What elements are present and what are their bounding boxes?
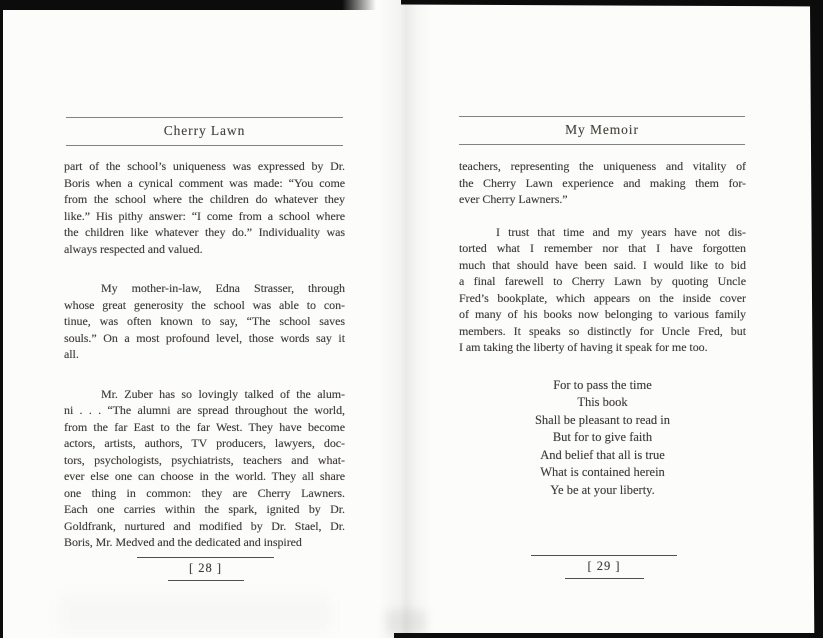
text-line: one thing in common: they are Cherry Lawners. [64,485,345,500]
text-line: ever Cherry Lawners.” [459,192,568,206]
text-line: whose great generosity the school was able to con- [64,297,345,312]
gutter-shadow [378,0,432,638]
scanner-background-bottom [394,633,823,638]
text-line: For to pass the time [553,377,652,392]
text-line: tors, psychologists, psychiatrists, teachers and what- [64,452,345,467]
running-head: My Memoir [565,122,639,137]
text-line: the Cherry Lawn experience and making them for- [459,175,746,190]
text-line: I am taking the liberty of having it speak for me too. [459,340,708,354]
text-line: This book [577,395,628,409]
text-line: But for to give faith [552,430,653,444]
text-line: Mr. Zuber has so lovingly talked of the alum- [101,386,345,401]
text-line: members. It speaks so distinctly for Uncle Fred, but [459,323,746,338]
scanner-background-top-right [401,0,823,7]
text-line: Goldfrank, nurtured and modified by Dr. Stael, Dr. [64,518,345,533]
text-line: torted what I remember nor that I have forgotten [459,241,746,255]
text-line: Ye be at your liberty. [550,482,655,497]
header-rule-bottom [66,145,343,146]
right-page-body [459,158,746,499]
text-line: much that should have been said. I would like to bid [459,257,746,272]
page-number: [ 28 ] [188,561,223,575]
right-page-header [459,116,745,145]
text-line: all. [64,347,79,361]
scanner-background-left-edge [0,0,3,638]
text-line: part of the school’s uniqueness was expressed by Dr. [64,159,345,173]
footer-rule-bottom [565,578,644,579]
text-line: a final farewell to Cherry Lawn by quoting Uncle [459,274,746,288]
text-line: Each one carries within the spark, ignited by Dr. [64,502,345,516]
paragraph [64,386,345,551]
text-line: ever else one can choose in the world. They all share [64,469,345,483]
bookplate-poem [459,377,746,500]
scanner-background-top-left [0,0,376,10]
text-line: actors, artists, authors, TV producers, lawyers, doc- [64,436,345,450]
right-page-footer [531,555,677,579]
left-page-footer [137,557,274,581]
text-line: teachers, representing the uniqueness and vitality of [459,159,746,173]
text-line: ni . . . “The alumni are spread throughout the world, [64,403,345,417]
text-line: Boris, Mr. Medved and the dedicated and inspired [64,535,302,549]
text-line: like.” His pithy answer: “I come from a school where [64,208,345,223]
scan-smudge [60,596,330,632]
text-line: My mother-in-law, Edna Strasser, through [101,281,345,295]
text-line: always respected and valued. [64,241,203,256]
footer-rule-bottom [168,580,244,581]
paragraph [64,158,345,257]
text-line: What is contained herein [540,465,665,479]
text-line: the children like whatever they do.” Individuality was [64,225,345,239]
paragraph [64,280,345,363]
text-line: of many of his books now belonging to various family [459,307,746,321]
paragraph [459,224,746,356]
text-line: I trust that time and my years have not dis- [496,224,746,239]
text-line: And belief that all is true [540,447,665,462]
text-line: souls.” On a most profound level, those words say it [64,330,345,345]
left-page-body [64,158,345,574]
text-line: Boris when a cynical comment was made: “You come [64,175,345,190]
page-number: [ 29 ] [587,559,621,573]
text-line: Fred’s bookplate, which appears on the inside cover [459,290,746,305]
left-page-header [66,117,343,146]
header-rule-bottom [459,144,745,145]
text-line: from the school where the children do whatever they [64,192,345,206]
text-line: Shall be pleasant to read in [534,412,671,427]
paragraph [459,158,746,208]
scanner-background-right-edge [809,0,823,638]
running-head: Cherry Lawn [163,123,246,138]
scan-smudge [386,610,426,634]
text-line: tinue, was often known to say, “The school saves [64,314,345,328]
text-line: from the far East to the far West. They have become [64,419,345,434]
